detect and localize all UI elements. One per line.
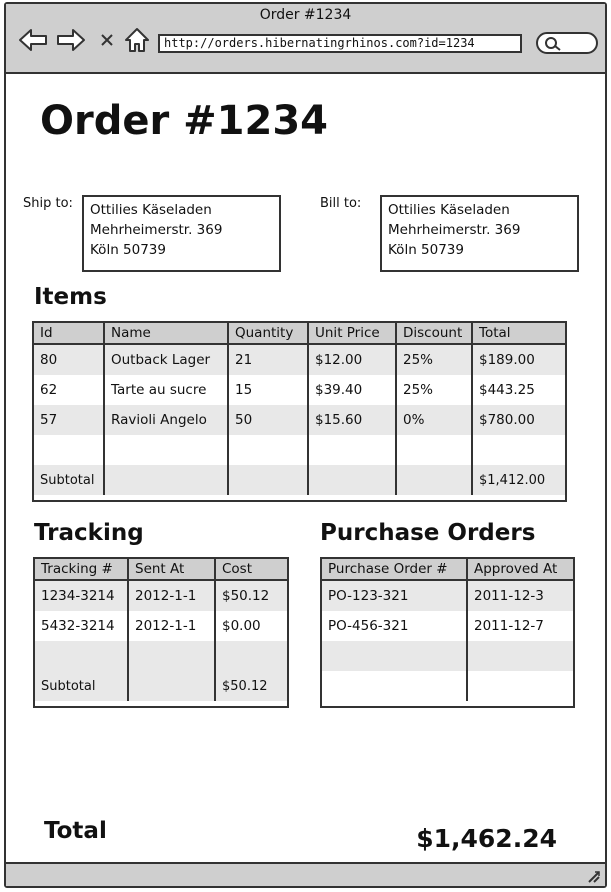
cell: Outback Lager [104, 344, 228, 375]
browser-window [4, 2, 607, 888]
cell [228, 465, 308, 495]
cell: $780.00 [472, 405, 565, 435]
table-row[interactable] [322, 580, 573, 611]
total-label: Total [44, 818, 107, 844]
table-row[interactable] [322, 611, 573, 641]
cell: 2011-12-7 [474, 618, 544, 634]
cell: 2012-1-1 [128, 580, 215, 611]
cell: 50 [228, 405, 308, 435]
cell: 62 [34, 375, 104, 405]
cell: 2012-1-1 [128, 611, 215, 641]
bill-to-line: Mehrheimerstr. 369 [388, 222, 521, 238]
cell [308, 465, 396, 495]
ship-to-address [82, 195, 281, 272]
items-subtotal-row [34, 465, 565, 495]
tracking-header-row [35, 559, 287, 580]
ship-to-line: Mehrheimerstr. 369 [90, 222, 223, 238]
po-col-number[interactable]: Purchase Order # [322, 559, 467, 580]
table-row[interactable] [34, 375, 565, 405]
ship-to-line: Ottilies Käseladen [90, 202, 212, 218]
cell [396, 435, 472, 465]
cell [467, 641, 573, 671]
cell: 57 [34, 405, 104, 435]
cell: $50.12 [215, 580, 287, 611]
table-row[interactable] [34, 435, 565, 465]
back-arrow-icon [18, 28, 48, 52]
cell: $50.12 [215, 671, 287, 701]
table-row[interactable] [322, 671, 573, 701]
cell [322, 671, 467, 701]
cell: 25% [396, 344, 472, 375]
cell [467, 671, 573, 701]
cell [472, 435, 565, 465]
cell [128, 641, 215, 671]
cell: Tarte au sucre [104, 375, 228, 405]
items-col-name[interactable]: Name [104, 323, 228, 344]
cell [34, 435, 104, 465]
table-row[interactable] [34, 405, 565, 435]
items-col-total[interactable]: Total [472, 323, 565, 344]
items-header-row [34, 323, 565, 344]
forward-button[interactable] [56, 26, 86, 54]
cell: PO-123-321 [322, 580, 467, 611]
bill-to-label: Bill to: [320, 196, 362, 211]
browser-chrome [6, 4, 605, 74]
total-value: $1,462.24 [416, 824, 557, 853]
cell [215, 641, 287, 671]
search-field[interactable] [536, 32, 598, 54]
cell: $0.00 [222, 618, 261, 634]
cell: $12.00 [308, 344, 396, 375]
table-row[interactable] [35, 641, 287, 671]
search-icon [544, 36, 562, 52]
purchase-orders-title: Purchase Orders [320, 520, 536, 546]
bill-to-line: Ottilies Käseladen [388, 202, 510, 218]
cell: $189.00 [472, 344, 565, 375]
tracking-title: Tracking [34, 520, 144, 546]
cell [322, 641, 467, 671]
back-button[interactable] [18, 26, 48, 54]
cell: $1,412.00 [472, 465, 565, 495]
tracking-col-sent-at[interactable]: Sent At [128, 559, 215, 580]
cell [128, 671, 215, 701]
cell: Subtotal [35, 671, 128, 701]
stop-button[interactable] [92, 26, 122, 54]
items-table [32, 321, 567, 502]
items-title: Items [34, 284, 107, 310]
home-button[interactable] [122, 26, 152, 54]
forward-arrow-icon [56, 28, 86, 52]
cell: Ravioli Angelo [104, 405, 228, 435]
ship-to-line: Köln 50739 [90, 242, 166, 258]
cell [104, 465, 228, 495]
cell [228, 435, 308, 465]
cell [104, 435, 228, 465]
table-row[interactable] [35, 611, 287, 641]
table-row[interactable] [35, 580, 287, 611]
tracking-table [33, 557, 289, 708]
cell: 5432-3214 [35, 611, 128, 641]
page-title: Order #1234 [40, 98, 328, 144]
window-title: Order #1234 [259, 7, 352, 23]
items-col-quantity[interactable]: Quantity [228, 323, 308, 344]
items-col-id[interactable]: Id [34, 323, 104, 344]
cell [308, 435, 396, 465]
cell: 0% [396, 405, 472, 435]
cell: 80 [34, 344, 104, 375]
purchase-orders-table [320, 557, 575, 708]
cell: Subtotal [34, 465, 104, 495]
cell: $443.25 [479, 382, 535, 398]
ship-to-label: Ship to: [23, 196, 73, 211]
cell: 15 [228, 375, 308, 405]
close-icon [99, 32, 115, 48]
cell [396, 465, 472, 495]
cell: 1234-3214 [35, 580, 128, 611]
status-bar [6, 862, 605, 886]
tracking-col-number[interactable]: Tracking # [35, 559, 128, 580]
cell: 21 [228, 344, 308, 375]
po-col-approved-at[interactable]: Approved At [467, 559, 573, 580]
cell [35, 641, 128, 671]
tracking-subtotal-row [35, 671, 287, 701]
cell: 25% [396, 375, 472, 405]
home-icon [124, 27, 150, 53]
cell: 2011-12-3 [467, 580, 573, 611]
table-row[interactable] [322, 641, 573, 671]
table-row[interactable] [34, 344, 565, 375]
bill-to-address [380, 195, 579, 272]
tracking-col-cost[interactable]: Cost [215, 559, 287, 580]
url-bar[interactable]: http://orders.hibernatingrhinos.com?id=1234 [158, 34, 522, 53]
cell: $15.60 [308, 405, 396, 435]
purchase-orders-header-row [322, 559, 573, 580]
items-col-unit-price[interactable]: Unit Price [308, 323, 396, 344]
cell: $39.40 [308, 375, 396, 405]
cell: PO-456-321 [322, 611, 467, 641]
resize-grip-icon[interactable] [585, 868, 601, 884]
items-col-discount[interactable]: Discount [396, 323, 472, 344]
bill-to-line: Köln 50739 [388, 242, 464, 258]
